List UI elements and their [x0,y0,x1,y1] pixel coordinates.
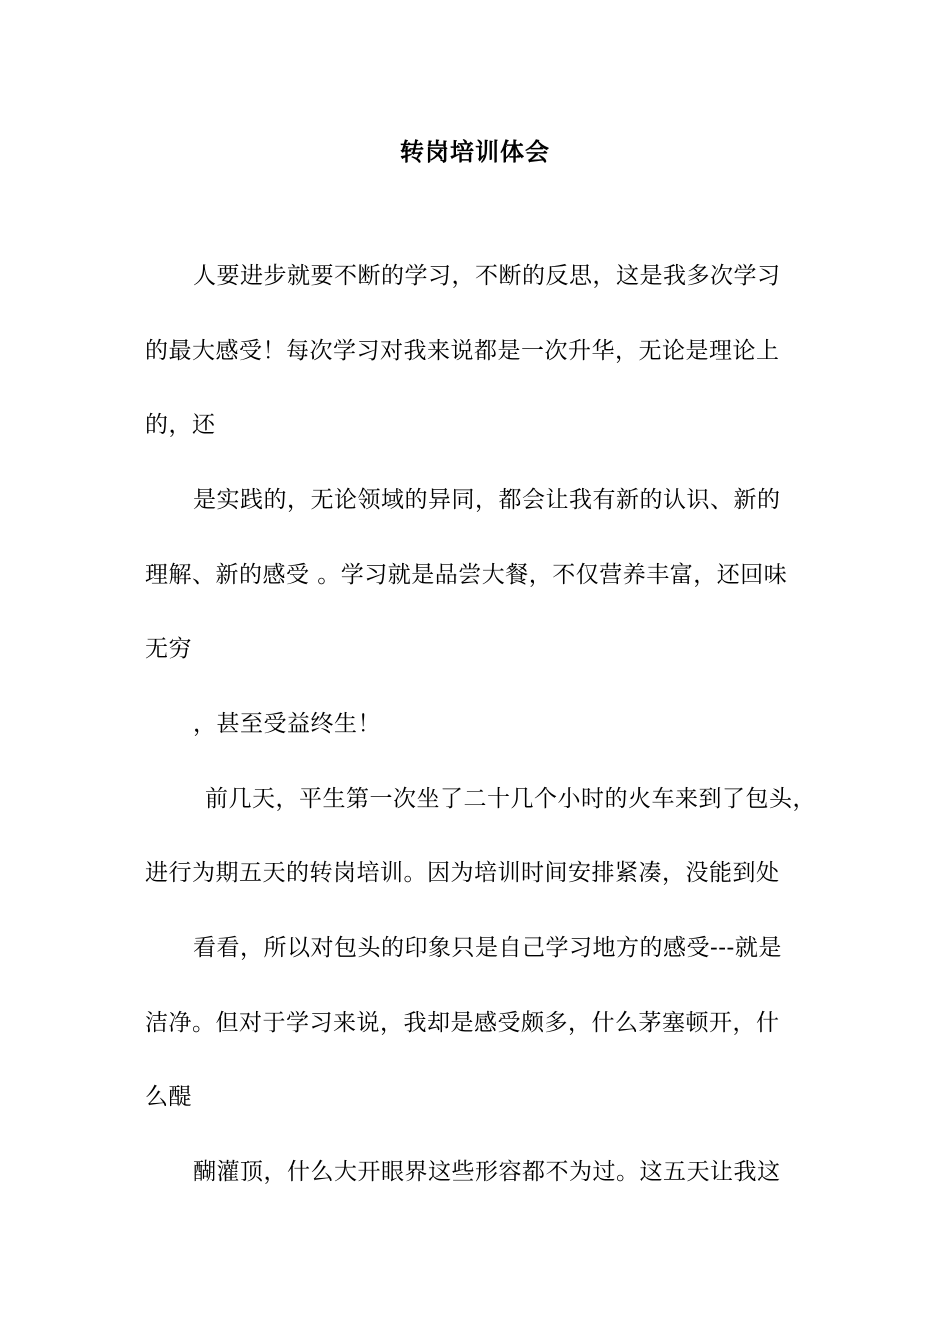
paragraph-line: ，甚至受益终生！ [193,711,381,737]
document-title: 转岗培训体会 [400,137,550,166]
paragraph-line: 进行为期五天的转岗培训。因为培训时间安排紧凑，没能到处 [145,860,780,886]
paragraph-line: 醐灌顶，什么大开眼界这些形容都不为过。这五天让我这 [193,1159,781,1185]
paragraph-line: 么醍 [145,1084,192,1110]
paragraph-line: 看看，所以对包头的印象只是自己学习地方的感受---就是 [193,935,782,961]
paragraph-line: 理解、新的感受 。学习就是品尝大餐，不仅营养丰富，还回味 [145,562,788,588]
paragraph-line: 前几天，平生第一次坐了二十几个小时的火车来到了包头， [205,786,816,812]
paragraph-line: 是实践的，无论领域的异同，都会让我有新的认识、新的 [193,487,781,513]
paragraph-line: 洁净。但对于学习来说，我却是感受颇多，什么茅塞顿开，什 [145,1010,780,1036]
paragraph-line: 人要进步就要不断的学习，不断的反思，这是我多次学习 [193,263,781,289]
paragraph-line: 的，还 [145,412,216,438]
paragraph-line: 的最大感受！每次学习对我来说都是一次升华，无论是理论上 [145,338,780,364]
paragraph-line: 无穷 [145,636,192,662]
